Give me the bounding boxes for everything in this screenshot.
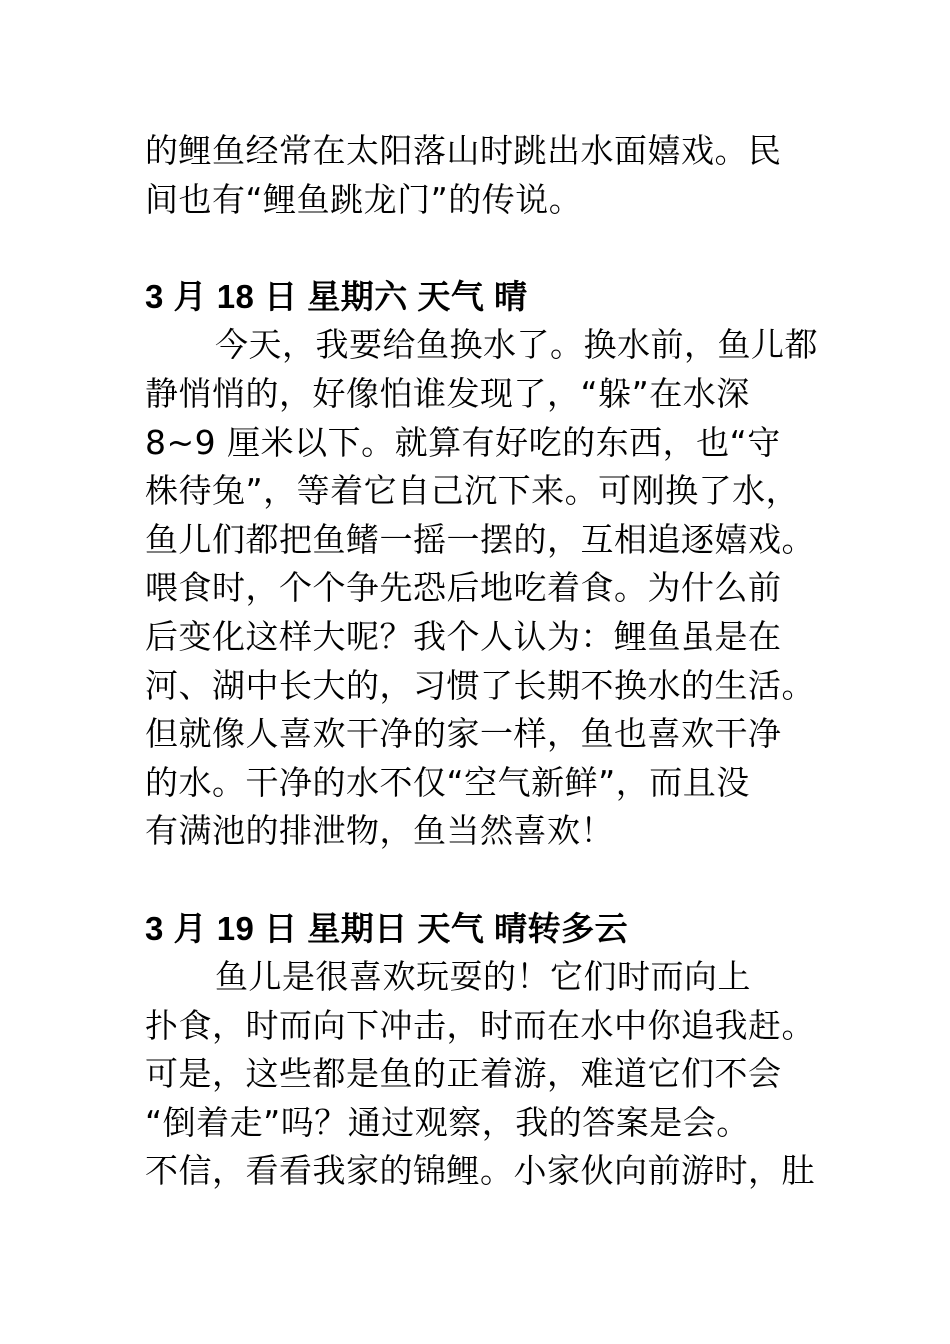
paragraph-line: 河、湖中长大的，习惯了长期不换水的生活。 [145,665,815,705]
entry-date-heading: 3 月 19 日 星期日 天气 晴转多云 [145,909,629,947]
paragraph-line: 8~9 厘米以下。就算有好吃的东西，也“守 [145,422,781,462]
paragraph-line: 不信，看看我家的锦鲤。小家伙向前游时，肚 [145,1151,815,1191]
paragraph-line: 扑食，时而向下冲击，时而在水中你追我赶。 [145,1005,815,1045]
paragraph-line: 后变化这样大呢？我个人认为：鲤鱼虽是在 [145,616,782,656]
paragraph-line: 鱼儿是很喜欢玩耍的！它们时而向上 [215,957,751,997]
blank-line [145,856,845,905]
diary-text [145,127,845,1196]
paragraph-line: 静悄悄的，好像怕谁发现了，“躲”在水深 [145,373,750,413]
entry-date-heading: 3 月 18 日 星期六 天气 晴 [145,277,528,315]
paragraph-line: 可是，这些都是鱼的正着游，难道它们不会 [145,1054,782,1094]
paragraph-line: 喂食时，个个争先恐后地吃着食。为什么前 [145,568,782,608]
paragraph-line: 有满池的排泄物，鱼当然喜欢！ [145,811,614,851]
paragraph-line: 的水。干净的水不仅“空气新鲜”，而且没 [145,762,750,802]
paragraph-line: 株待兔”，等着它自己沉下来。可刚换了水， [145,471,800,511]
intro-line: 间也有“鲤鱼跳龙门”的传说。 [145,179,583,219]
paragraph-line: 鱼儿们都把鱼鳍一摇一摆的，互相追逐嬉戏。 [145,519,815,559]
paragraph-line: 今天，我要给鱼换水了。换水前，鱼儿都 [215,325,818,365]
blank-line [145,224,845,273]
intro-line: 的鲤鱼经常在太阳落山时跳出水面嬉戏。民 [145,131,782,170]
paragraph-line: “倒着走”吗？通过观察，我的答案是会。 [145,1102,750,1142]
paragraph-line: 但就像人喜欢干净的家一样，鱼也喜欢干净 [145,714,782,754]
